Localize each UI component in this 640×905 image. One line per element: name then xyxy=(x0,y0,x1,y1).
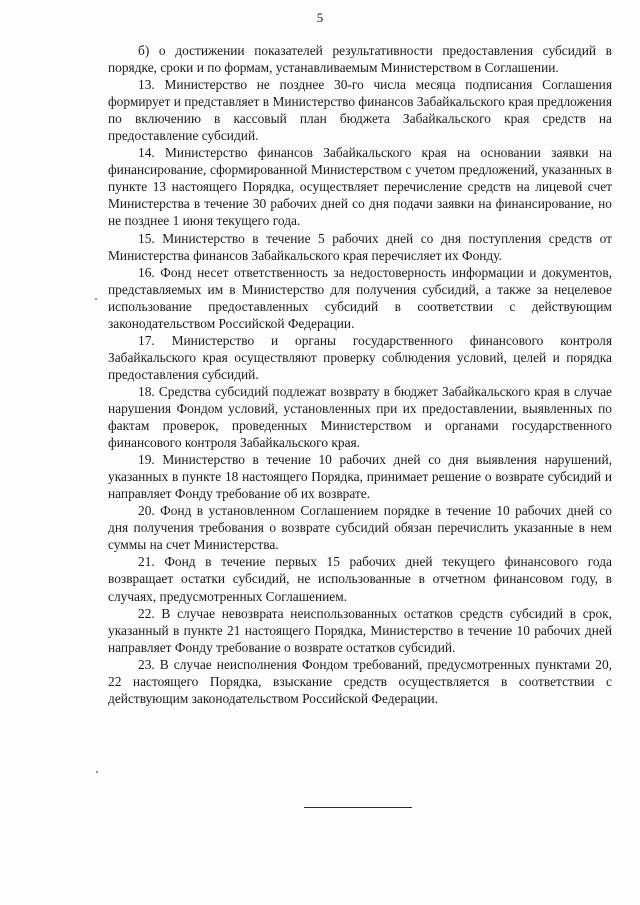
paragraph-14: 14. Министерство финансов Забайкальского края на основании заявки на финансирование, сформированной Министерством с учетом предложений, указанных в пункте 13 настоящего Порядка, осуществляет перечисление средств на лицевой счет Министерства в течение 30 рабочих дней со дня подачи заявки на финансирование, но не позднее 1 июня текущего года. xyxy=(108,145,612,229)
paragraph-16: 16. Фонд несет ответственность за недостоверность информации и документов, представляемых им в Министерство для получения субсидий, а также за нецелевое использование предоставленных субсидий в соответствии с действующим законодательством Российской Федерации. xyxy=(108,264,612,331)
scan-speck xyxy=(95,298,97,300)
paragraph-23: 23. В случае неисполнения Фондом требований, предусмотренных пунктами 20, 22 настоящего Порядка, взыскание средств осуществляется в соответствии с действующим законодательством Российской Федерации. xyxy=(108,656,612,706)
end-separator-line xyxy=(304,807,412,808)
paragraph-15: 15. Министерство в течение 5 рабочих дней со дня поступления средств от Министерства финансов Забайкальского края перечисляет их Фонду. xyxy=(108,230,612,263)
page-number: 5 xyxy=(316,10,324,25)
paragraph-20: 20. Фонд в установленном Соглашением порядке в течение 10 рабочих дней со дня получения требования о возврате субсидий обязан перечислить указанные в нем суммы на счет Министерства. xyxy=(108,503,612,553)
paragraph-13: 13. Министерство не позднее 30-го числа месяца подписания Соглашения формирует и представляет в Министерство финансов Забайкальского края предложения по включению в кассовый план бюджета Забайкальского края средств на предоставление субсидий. xyxy=(108,77,612,144)
document-body xyxy=(108,42,612,707)
paragraph-b: б) о достижении показателей результативности предоставления субсидий в порядке, сроки и по формам, устанавливаемым Министерством в Соглашении. xyxy=(108,43,612,76)
paragraph-22: 22. В случае невозврата неиспользованных остатков средств субсидий в срок, указанный в пункте 21 настоящего Порядка, Министерство в течение 10 рабочих дней направляет Фонду требование о возврате остатков субсидий. xyxy=(108,605,612,655)
paragraph-19: 19. Министерство в течение 10 рабочих дней со дня выявления нарушений, указанных в пункте 18 настоящего Порядка, принимает решение о возврате субсидий и направляет Фонду требование об их возврате. xyxy=(108,452,612,502)
paragraph-21: 21. Фонд в течение первых 15 рабочих дней текущего финансового года возвращает остатки субсидий, не использованные в отчетном финансовом году, в случаях, предусмотренных Соглашением. xyxy=(108,554,612,604)
paragraph-17: 17. Министерство и органы государственного финансового контроля Забайкальского края осуществляют проверку соблюдения условий, целей и порядка предоставления субсидий. xyxy=(108,332,612,382)
paragraph-18: 18. Средства субсидий подлежат возврату в бюджет Забайкальского края в случае нарушения Фондом условий, установленных при их предоставлении, выявленных по фактам проверок, проведенных Министерством и органами государственного финансового контроля Забайкальского края. xyxy=(108,383,612,451)
scan-speck xyxy=(96,771,98,773)
